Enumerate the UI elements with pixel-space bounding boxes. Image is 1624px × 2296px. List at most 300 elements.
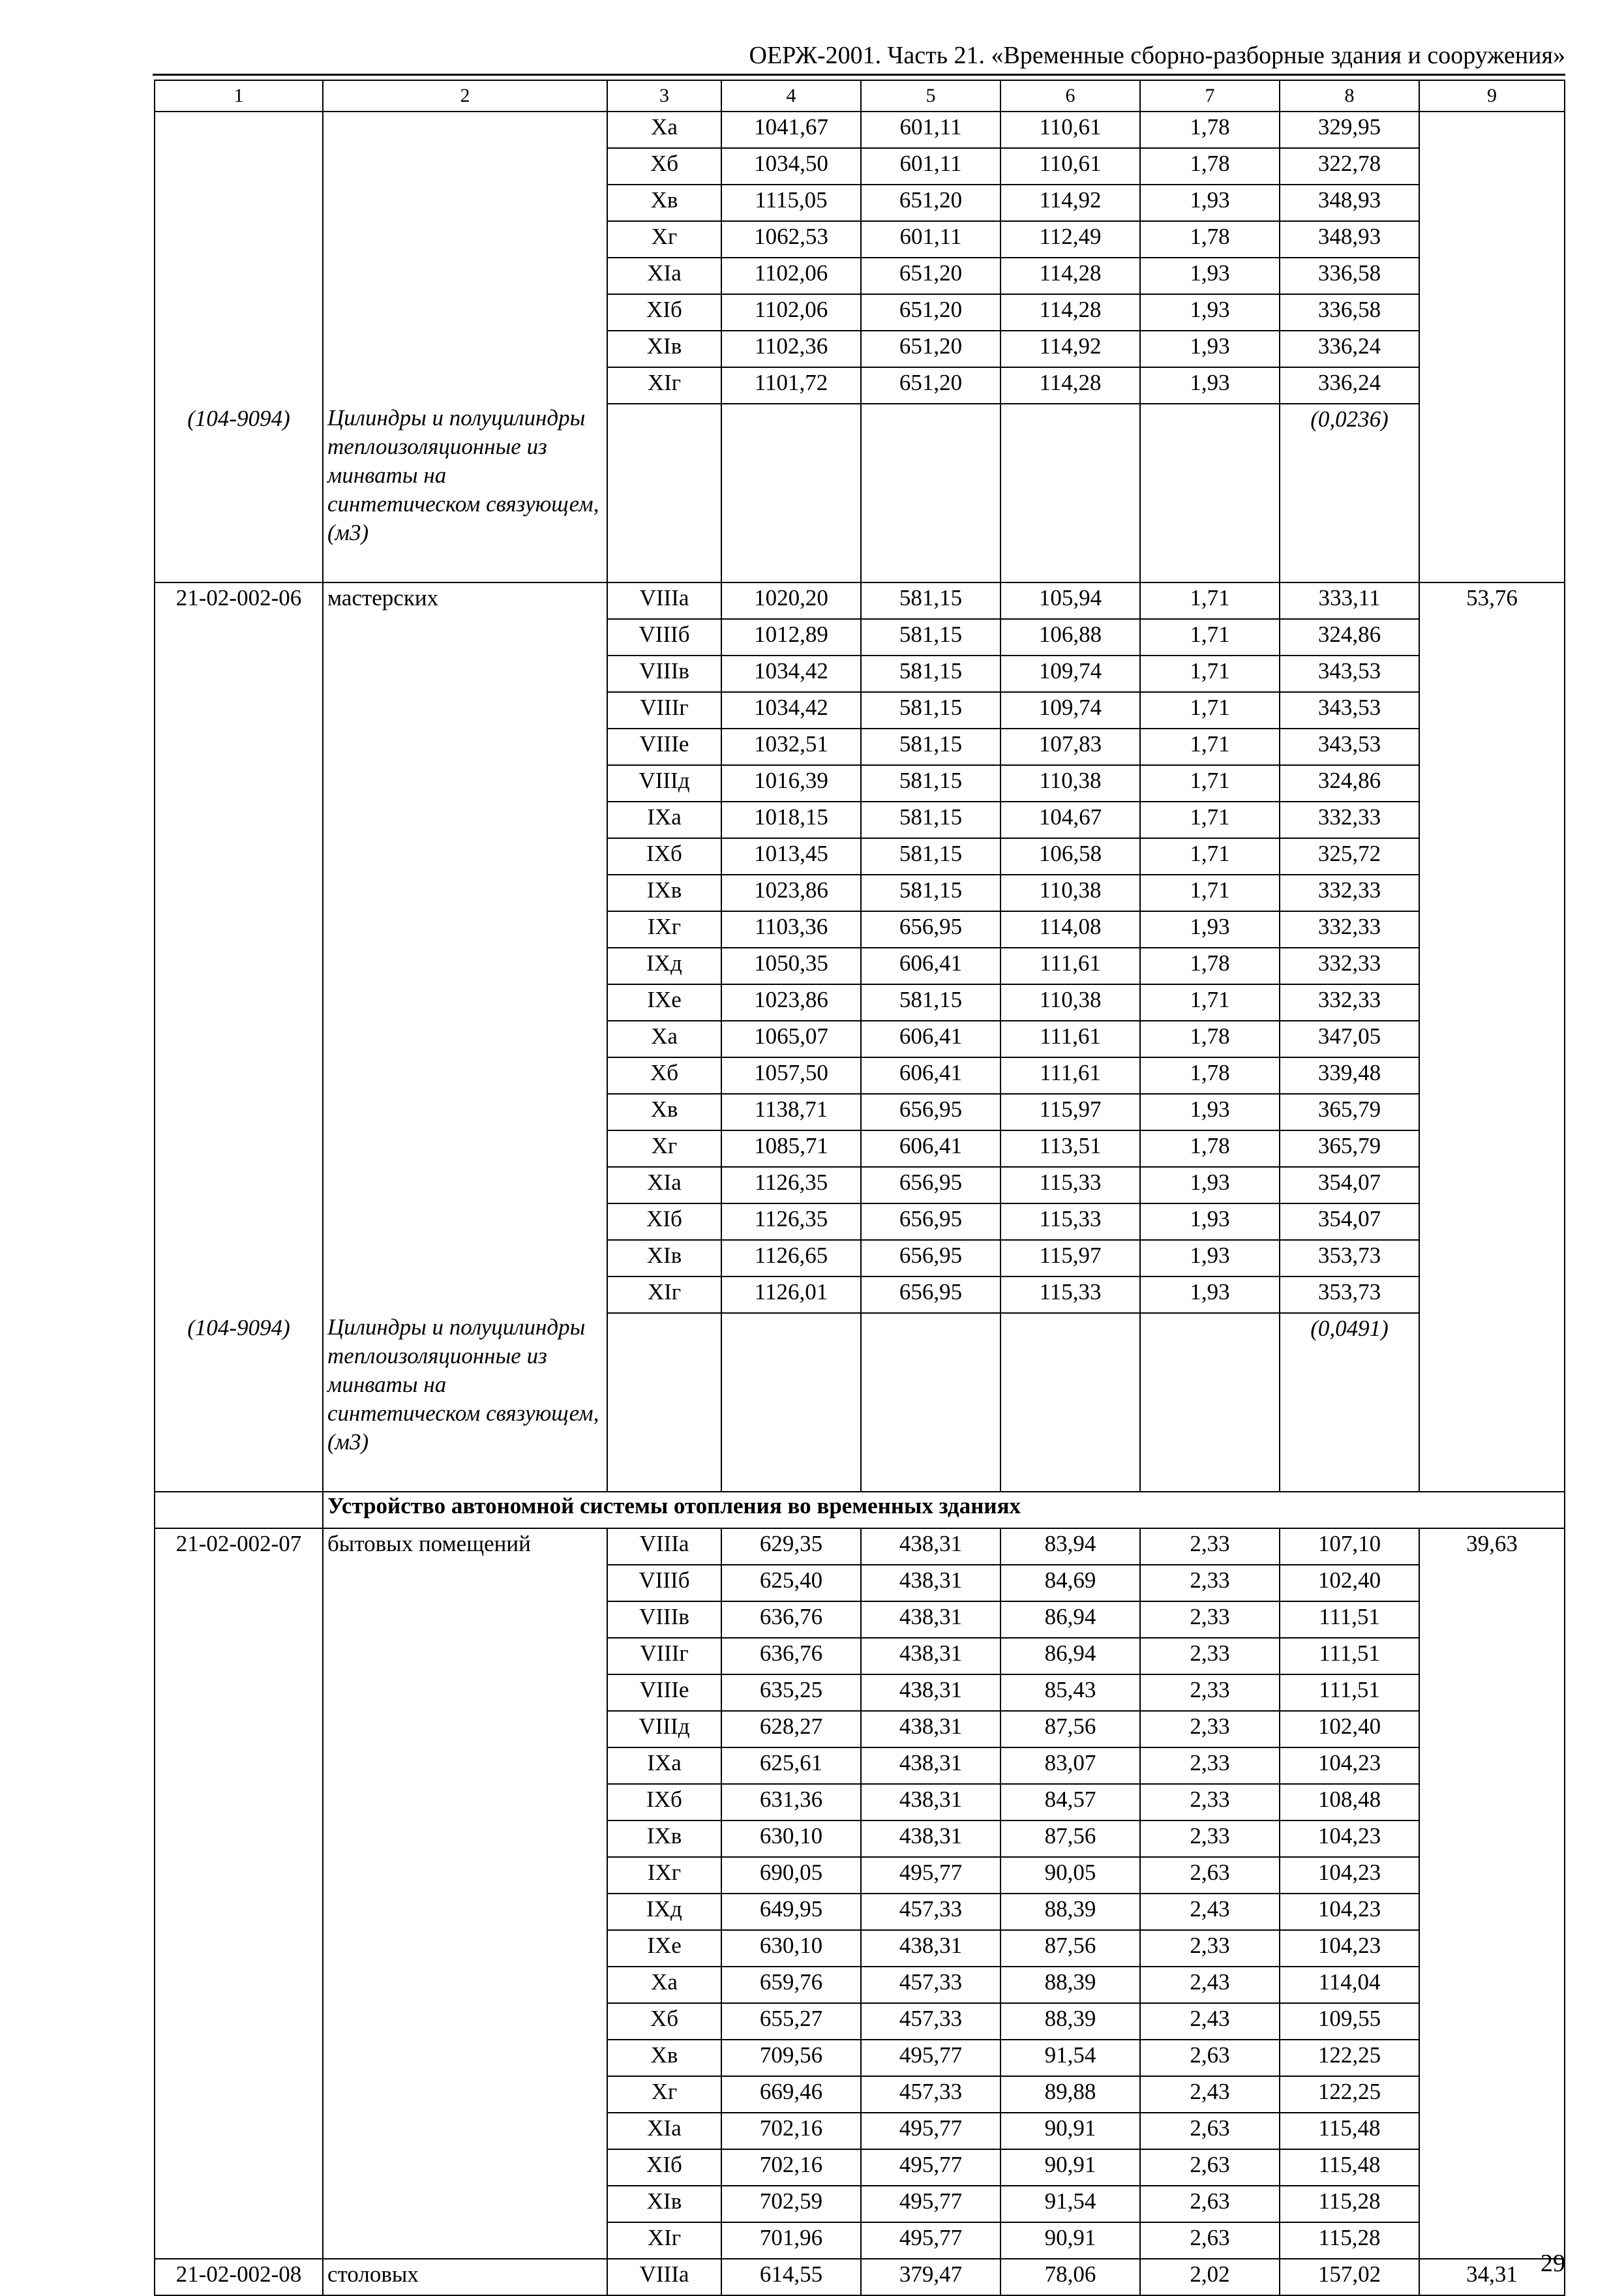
value-cell: 1,71 <box>1140 619 1280 656</box>
value-cell: 1,78 <box>1140 1057 1280 1094</box>
col9-cell <box>1419 1057 1565 1094</box>
value-cell: 2,63 <box>1140 2040 1280 2076</box>
code-cell <box>155 1747 323 1784</box>
code-cell <box>155 2149 323 2186</box>
code-cell <box>155 1930 323 1967</box>
value-cell: 1034,42 <box>721 692 861 729</box>
zone-cell: XIв <box>607 2186 721 2222</box>
value-cell: 106,58 <box>1000 838 1140 875</box>
name-cell <box>323 1747 607 1784</box>
value-cell: 115,28 <box>1280 2222 1419 2259</box>
value-cell: 636,76 <box>721 1601 861 1638</box>
value-cell: 1012,89 <box>721 619 861 656</box>
value-cell: 656,95 <box>861 1167 1000 1203</box>
code-cell <box>155 1784 323 1820</box>
col9-cell: 34,31 <box>1419 2259 1565 2295</box>
code-cell <box>155 1276 323 1313</box>
code-cell <box>155 1057 323 1094</box>
value-cell: 495,77 <box>861 2040 1000 2076</box>
note-row <box>155 1313 1565 1492</box>
col9-cell <box>1419 1894 1565 1930</box>
value-cell: 495,77 <box>861 1857 1000 1894</box>
value-cell: 636,76 <box>721 1638 861 1674</box>
value-cell: 91,54 <box>1000 2186 1140 2222</box>
zone-cell: Xа <box>607 1967 721 2003</box>
value-cell: 84,57 <box>1000 1784 1140 1820</box>
value-cell: 457,33 <box>861 2076 1000 2113</box>
page-header: ОЕРЖ-2001. Часть 21. «Временные сборно-разборные здания и сооружения» <box>749 42 1565 69</box>
code-cell <box>155 875 323 911</box>
value-cell: 635,25 <box>721 1674 861 1711</box>
value-cell: 438,31 <box>861 1528 1000 1565</box>
value-cell: 655,27 <box>721 2003 861 2040</box>
value-cell: 365,79 <box>1280 1130 1419 1167</box>
name-cell <box>323 1967 607 2003</box>
value-cell: 1,93 <box>1140 367 1280 404</box>
value-cell: 2,63 <box>1140 2113 1280 2149</box>
name-cell <box>323 1930 607 1967</box>
value-cell: 1,78 <box>1140 1130 1280 1167</box>
value-cell: 332,33 <box>1280 948 1419 984</box>
value-cell: 656,95 <box>861 1276 1000 1313</box>
value-cell: 332,33 <box>1280 802 1419 838</box>
name-cell <box>323 2003 607 2040</box>
value-cell: 630,10 <box>721 1820 861 1857</box>
col9-cell <box>1419 367 1565 404</box>
value-cell: 1065,07 <box>721 1021 861 1057</box>
value-cell: 111,61 <box>1000 948 1140 984</box>
value-cell: 1126,35 <box>721 1203 861 1240</box>
code-cell <box>155 112 323 148</box>
value-cell: 106,88 <box>1000 619 1140 656</box>
code-cell <box>155 258 323 294</box>
value-cell: 2,33 <box>1140 1784 1280 1820</box>
zone-cell: IXд <box>607 1894 721 1930</box>
value-cell: 1,93 <box>1140 1167 1280 1203</box>
value-cell: 2,33 <box>1140 1565 1280 1601</box>
value-cell: 606,41 <box>861 948 1000 984</box>
value-cell: 1126,65 <box>721 1240 861 1276</box>
table-row <box>155 1674 1565 1711</box>
table-row <box>155 2149 1565 2186</box>
column-number: 2 <box>323 80 607 112</box>
value-cell: 581,15 <box>861 838 1000 875</box>
value-cell: 1,71 <box>1140 692 1280 729</box>
material-name: Цилиндры и полуцилиндры теплоизоляционные из минваты на синтетическом связующем, (м3) <box>327 1314 599 1455</box>
name-cell <box>323 984 607 1021</box>
value-cell: 348,93 <box>1280 221 1419 258</box>
code-cell <box>155 221 323 258</box>
code-cell <box>155 1021 323 1057</box>
code-cell <box>155 1820 323 1857</box>
col9-cell <box>1419 1784 1565 1820</box>
value-cell: 581,15 <box>861 692 1000 729</box>
name-cell <box>323 802 607 838</box>
table-row <box>155 221 1565 258</box>
name-cell <box>323 619 607 656</box>
table-row <box>155 331 1565 367</box>
value-cell: 104,67 <box>1000 802 1140 838</box>
col9-cell <box>1419 619 1565 656</box>
table-row <box>155 2003 1565 2040</box>
value-cell: 115,97 <box>1000 1240 1140 1276</box>
value-cell: 114,28 <box>1000 294 1140 331</box>
value-cell: 438,31 <box>861 1674 1000 1711</box>
value-cell: 2,33 <box>1140 1820 1280 1857</box>
value-cell: 102,40 <box>1280 1711 1419 1747</box>
material-code: (104-9094) <box>187 406 290 431</box>
code-cell <box>155 1167 323 1203</box>
code-cell <box>155 1674 323 1711</box>
zone-cell: XIг <box>607 367 721 404</box>
table-row <box>155 1820 1565 1857</box>
value-cell: 1103,36 <box>721 911 861 948</box>
value-cell: 1013,45 <box>721 838 861 875</box>
value-cell: 86,94 <box>1000 1638 1140 1674</box>
code-cell <box>155 2040 323 2076</box>
col9-cell <box>1419 221 1565 258</box>
value-cell: 108,48 <box>1280 1784 1419 1820</box>
value-cell: 353,73 <box>1280 1276 1419 1313</box>
name-cell <box>323 1894 607 1930</box>
col9-cell <box>1419 1601 1565 1638</box>
note-code-cell <box>155 404 323 582</box>
col9-cell <box>1419 2149 1565 2186</box>
col9-cell <box>1419 1240 1565 1276</box>
column-number: 5 <box>861 80 1000 112</box>
value-cell: 83,07 <box>1000 1747 1140 1784</box>
value-cell: 122,25 <box>1280 2076 1419 2113</box>
code-cell <box>155 1601 323 1638</box>
value-cell: 2,33 <box>1140 1674 1280 1711</box>
value-cell: 88,39 <box>1000 1967 1140 2003</box>
table-row <box>155 765 1565 802</box>
zone-cell: Xв <box>607 2040 721 2076</box>
table-row <box>155 1857 1565 1894</box>
table-row <box>155 1638 1565 1674</box>
value-cell: 581,15 <box>861 765 1000 802</box>
name-cell <box>323 221 607 258</box>
value-cell: 438,31 <box>861 1930 1000 1967</box>
code-cell <box>155 911 323 948</box>
value-cell: 1062,53 <box>721 221 861 258</box>
col9-cell <box>1419 294 1565 331</box>
name-cell <box>323 1601 607 1638</box>
value-cell: 2,33 <box>1140 1601 1280 1638</box>
table-row <box>155 1057 1565 1094</box>
value-cell: 343,53 <box>1280 729 1419 765</box>
value-cell: 114,04 <box>1280 1967 1419 2003</box>
table-row <box>155 1784 1565 1820</box>
name-cell <box>323 258 607 294</box>
table-row <box>155 1021 1565 1057</box>
value-cell: 1,78 <box>1140 948 1280 984</box>
col9-cell <box>1419 656 1565 692</box>
value-cell: 581,15 <box>861 582 1000 619</box>
value-cell: 354,07 <box>1280 1167 1419 1203</box>
zone-cell: VIIIб <box>607 619 721 656</box>
table-row <box>155 656 1565 692</box>
name-cell <box>323 367 607 404</box>
col9-cell <box>1419 838 1565 875</box>
name-cell <box>323 331 607 367</box>
col9-cell <box>1419 948 1565 984</box>
code-cell <box>155 984 323 1021</box>
column-number: 4 <box>721 80 861 112</box>
value-cell: 601,11 <box>861 148 1000 185</box>
zone-cell: Xг <box>607 2076 721 2113</box>
material-name: Цилиндры и полуцилиндры теплоизоляционные из минваты на синтетическом связующем, (м3) <box>327 405 599 545</box>
value-cell: 1,93 <box>1140 331 1280 367</box>
value-cell: 1,78 <box>1140 148 1280 185</box>
name-cell <box>323 1857 607 1894</box>
value-cell: 709,56 <box>721 2040 861 2076</box>
table-row <box>155 1930 1565 1967</box>
value-cell: 122,25 <box>1280 2040 1419 2076</box>
empty-cell <box>1140 404 1280 582</box>
name-cell: бытовых помещений <box>323 1528 607 1565</box>
empty-cell <box>861 1313 1000 1492</box>
value-cell: 1034,50 <box>721 148 861 185</box>
table-row <box>155 1240 1565 1276</box>
name-cell <box>323 1820 607 1857</box>
code-cell <box>155 331 323 367</box>
value-cell: 1,78 <box>1140 112 1280 148</box>
zone-cell: IXв <box>607 875 721 911</box>
value-cell: 606,41 <box>861 1130 1000 1167</box>
value-cell: 104,23 <box>1280 1894 1419 1930</box>
value-cell: 110,61 <box>1000 112 1140 148</box>
zone-cell: VIIIд <box>607 1711 721 1747</box>
value-cell: 495,77 <box>861 2186 1000 2222</box>
value-cell: 348,93 <box>1280 185 1419 221</box>
col9-cell <box>1419 1967 1565 2003</box>
table-row <box>155 1528 1565 1565</box>
empty-cell <box>721 1313 861 1492</box>
zone-cell: IXд <box>607 948 721 984</box>
header-rule <box>153 74 1565 76</box>
col9-cell: 53,76 <box>1419 582 1565 619</box>
zone-cell: XIг <box>607 2222 721 2259</box>
name-cell <box>323 1167 607 1203</box>
value-cell: 1,71 <box>1140 729 1280 765</box>
note-row <box>155 404 1565 582</box>
zone-cell: Xб <box>607 148 721 185</box>
code-cell <box>155 2003 323 2040</box>
table-row <box>155 619 1565 656</box>
value-cell: 1,71 <box>1140 582 1280 619</box>
name-cell: столовых <box>323 2259 607 2295</box>
value-cell: 110,61 <box>1000 148 1140 185</box>
name-cell <box>323 692 607 729</box>
empty-cell <box>1140 1313 1280 1492</box>
table-row <box>155 2040 1565 2076</box>
table-row <box>155 294 1565 331</box>
value-cell: 110,38 <box>1000 875 1140 911</box>
value-cell: 656,95 <box>861 1203 1000 1240</box>
value-cell: 649,95 <box>721 1894 861 1930</box>
value-cell: 336,24 <box>1280 331 1419 367</box>
value-cell: 702,16 <box>721 2113 861 2149</box>
value-cell: 90,05 <box>1000 1857 1140 1894</box>
value-cell: 1,93 <box>1140 1203 1280 1240</box>
zone-cell: XIа <box>607 2113 721 2149</box>
value-cell: 614,55 <box>721 2259 861 2295</box>
code-cell <box>155 2076 323 2113</box>
value-cell: 2,63 <box>1140 1857 1280 1894</box>
value-cell: 1,78 <box>1140 1021 1280 1057</box>
table-row <box>155 1130 1565 1167</box>
value-cell: 90,91 <box>1000 2149 1140 2186</box>
col9-cell <box>1419 984 1565 1021</box>
code-cell <box>155 692 323 729</box>
zone-cell: Xв <box>607 1094 721 1130</box>
value-cell: 2,33 <box>1140 1711 1280 1747</box>
name-cell <box>323 1094 607 1130</box>
name-cell <box>323 185 607 221</box>
table-row <box>155 1894 1565 1930</box>
value-cell: 1,71 <box>1140 838 1280 875</box>
zone-cell: Xв <box>607 185 721 221</box>
value-cell: 438,31 <box>861 1820 1000 1857</box>
column-number: 6 <box>1000 80 1140 112</box>
code-cell <box>155 2222 323 2259</box>
value-cell: 84,69 <box>1000 1565 1140 1601</box>
value-cell: 107,83 <box>1000 729 1140 765</box>
value-cell: 343,53 <box>1280 656 1419 692</box>
name-cell <box>323 2222 607 2259</box>
value-cell: 1138,71 <box>721 1094 861 1130</box>
name-cell <box>323 148 607 185</box>
value-cell: 702,16 <box>721 2149 861 2186</box>
value-cell: 630,10 <box>721 1930 861 1967</box>
code-cell <box>155 656 323 692</box>
value-cell: 669,46 <box>721 2076 861 2113</box>
zone-cell: IXб <box>607 838 721 875</box>
value-cell: 1020,20 <box>721 582 861 619</box>
value-cell: 83,94 <box>1000 1528 1140 1565</box>
value-cell: 329,95 <box>1280 112 1419 148</box>
col9-cell <box>1419 875 1565 911</box>
value-cell: 322,78 <box>1280 148 1419 185</box>
zone-cell: IXб <box>607 1784 721 1820</box>
value-cell: 606,41 <box>861 1057 1000 1094</box>
col9-cell <box>1419 185 1565 221</box>
value-cell: 438,31 <box>861 1784 1000 1820</box>
zone-cell: Xг <box>607 1130 721 1167</box>
value-cell: 110,38 <box>1000 765 1140 802</box>
name-cell <box>323 2040 607 2076</box>
table-row <box>155 1601 1565 1638</box>
name-cell <box>323 2076 607 2113</box>
empty-cell <box>1000 404 1140 582</box>
value-cell: 111,51 <box>1280 1674 1419 1711</box>
value-cell: 1,71 <box>1140 984 1280 1021</box>
value-cell: 1016,39 <box>721 765 861 802</box>
value-cell: 438,31 <box>861 1747 1000 1784</box>
value-cell: 656,95 <box>861 1094 1000 1130</box>
name-cell <box>323 1203 607 1240</box>
zone-cell: Xб <box>607 1057 721 1094</box>
table-row <box>155 802 1565 838</box>
value-cell: 104,23 <box>1280 1747 1419 1784</box>
table-row <box>155 112 1565 148</box>
col9-cell <box>1419 148 1565 185</box>
value-cell: 651,20 <box>861 258 1000 294</box>
zone-cell: VIIIа <box>607 2259 721 2295</box>
column-number: 9 <box>1419 80 1565 112</box>
value-cell: 1,78 <box>1140 221 1280 258</box>
value-cell: 90,91 <box>1000 2113 1140 2149</box>
value-cell: 87,56 <box>1000 1711 1140 1747</box>
col9-cell <box>1419 2040 1565 2076</box>
col9-cell <box>1419 1565 1565 1601</box>
value-cell: 651,20 <box>861 367 1000 404</box>
column-number-row <box>155 80 1565 112</box>
code-cell <box>155 185 323 221</box>
value-cell: 1,93 <box>1140 911 1280 948</box>
name-cell <box>323 1674 607 1711</box>
value-cell: 656,95 <box>861 911 1000 948</box>
code-cell <box>155 948 323 984</box>
value-cell: 114,92 <box>1000 185 1140 221</box>
table-row <box>155 692 1565 729</box>
value-cell: 1,93 <box>1140 294 1280 331</box>
value-cell: 104,23 <box>1280 1930 1419 1967</box>
value-cell: 115,97 <box>1000 1094 1140 1130</box>
material-code: (104-9094) <box>187 1315 290 1340</box>
value-cell: 629,35 <box>721 1528 861 1565</box>
name-cell <box>323 2113 607 2149</box>
code-cell <box>155 1857 323 1894</box>
col9-cell <box>1419 1203 1565 1240</box>
value-cell: 1057,50 <box>721 1057 861 1094</box>
value-cell: 2,63 <box>1140 2186 1280 2222</box>
value-cell: 157,02 <box>1280 2259 1419 2295</box>
column-number: 7 <box>1140 80 1280 112</box>
col9-cell <box>1419 1674 1565 1711</box>
value-cell: 1,71 <box>1140 656 1280 692</box>
col9-cell <box>1419 692 1565 729</box>
zone-cell: IXг <box>607 911 721 948</box>
code-cell <box>155 367 323 404</box>
name-cell <box>323 1565 607 1601</box>
section-title-row <box>155 1492 1565 1528</box>
value-cell: 113,51 <box>1000 1130 1140 1167</box>
value-cell: 2,63 <box>1140 2222 1280 2259</box>
value-cell: 105,94 <box>1000 582 1140 619</box>
value-cell: 85,43 <box>1000 1674 1140 1711</box>
zone-cell: VIIIе <box>607 1674 721 1711</box>
zone-cell: VIIIа <box>607 1528 721 1565</box>
table-row <box>155 984 1565 1021</box>
value-cell: 339,48 <box>1280 1057 1419 1094</box>
value-cell: 1023,86 <box>721 875 861 911</box>
value-cell: 2,43 <box>1140 1894 1280 1930</box>
code-cell <box>155 619 323 656</box>
value-cell: 1101,72 <box>721 367 861 404</box>
value-cell: 111,51 <box>1280 1601 1419 1638</box>
value-cell: 114,28 <box>1000 258 1140 294</box>
table-row <box>155 2076 1565 2113</box>
value-cell: 1,93 <box>1140 1240 1280 1276</box>
value-cell: 2,33 <box>1140 1528 1280 1565</box>
value-cell: 628,27 <box>721 1711 861 1747</box>
value-cell: 111,61 <box>1000 1057 1140 1094</box>
value-cell: 347,05 <box>1280 1021 1419 1057</box>
value-cell: 2,33 <box>1140 1747 1280 1784</box>
table-row <box>155 367 1565 404</box>
